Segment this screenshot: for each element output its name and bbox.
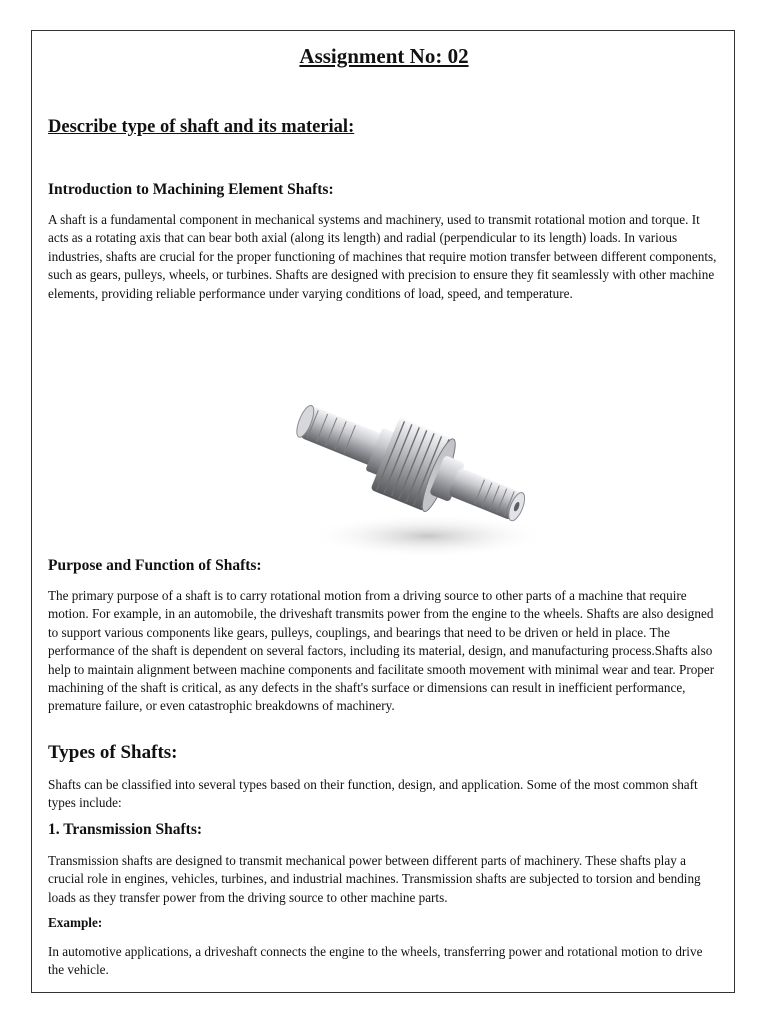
transmission-heading: 1. Transmission Shafts:	[48, 821, 203, 838]
page-frame	[31, 30, 735, 993]
purpose-heading: Purpose and Function of Shafts:	[48, 557, 262, 574]
splined-gear-shaft-image	[278, 376, 538, 561]
document-title: Assignment No: 02	[299, 44, 469, 68]
example-label: Example:	[48, 915, 103, 930]
transmission-paragraph: Transmission shafts are designed to transmit mechanical power between different parts of machinery. These shafts play a crucial role in engines, vehicles, turbines, and industrial machines. Transmission shafts are subjected to torsion and bending loads as they transfer power from the driving source to other machine parts.	[48, 853, 701, 905]
intro-paragraph: A shaft is a fundamental component in mechanical systems and machinery, used to transmit rotational motion and torque. It acts as a rotating axis that can bear both axial (along its length) and radial (perpendicular to its length) loads. In various industries, shafts are crucial for the proper functioning of machines that require motion transfer between different components, such as gears, pulleys, wheels, or turbines. Shafts are designed with precision to ensure they fit seamlessly with other machine elements, providing reliable performance under varying conditions of load, speed, and temperature.	[48, 212, 717, 301]
assignment-question: Describe type of shaft and its material:	[48, 117, 355, 137]
example-paragraph: In automotive applications, a driveshaft connects the engine to the wheels, transferring power and rotational motion to drive the vehicle.	[48, 944, 703, 978]
types-paragraph: Shafts can be classified into several types based on their function, design, and application. Some of the most common shaft types include:	[48, 777, 698, 811]
types-heading: Types of Shafts:	[48, 742, 178, 763]
purpose-paragraph: The primary purpose of a shaft is to carry rotational motion from a driving source to other parts of a machine that require motion. For example, in an automobile, the driveshaft transmits power from the engine to the wheels. Shafts are also designed to support various components like gears, pulleys, couplings, and bearings that need to be driven or held in place. The performance of the shaft is dependent on several factors, including its material, design, and manufacturing process.Shafts also help to maintain alignment between machine components and facilitate smooth movement with minimal wear and tear. Proper machining of the shaft is critical, as any defects in the shaft's surface or dimensions can result in inefficient performance, premature failure, or even catastrophic breakdowns of machinery.	[48, 588, 715, 714]
intro-heading: Introduction to Machining Element Shafts:	[48, 181, 334, 198]
